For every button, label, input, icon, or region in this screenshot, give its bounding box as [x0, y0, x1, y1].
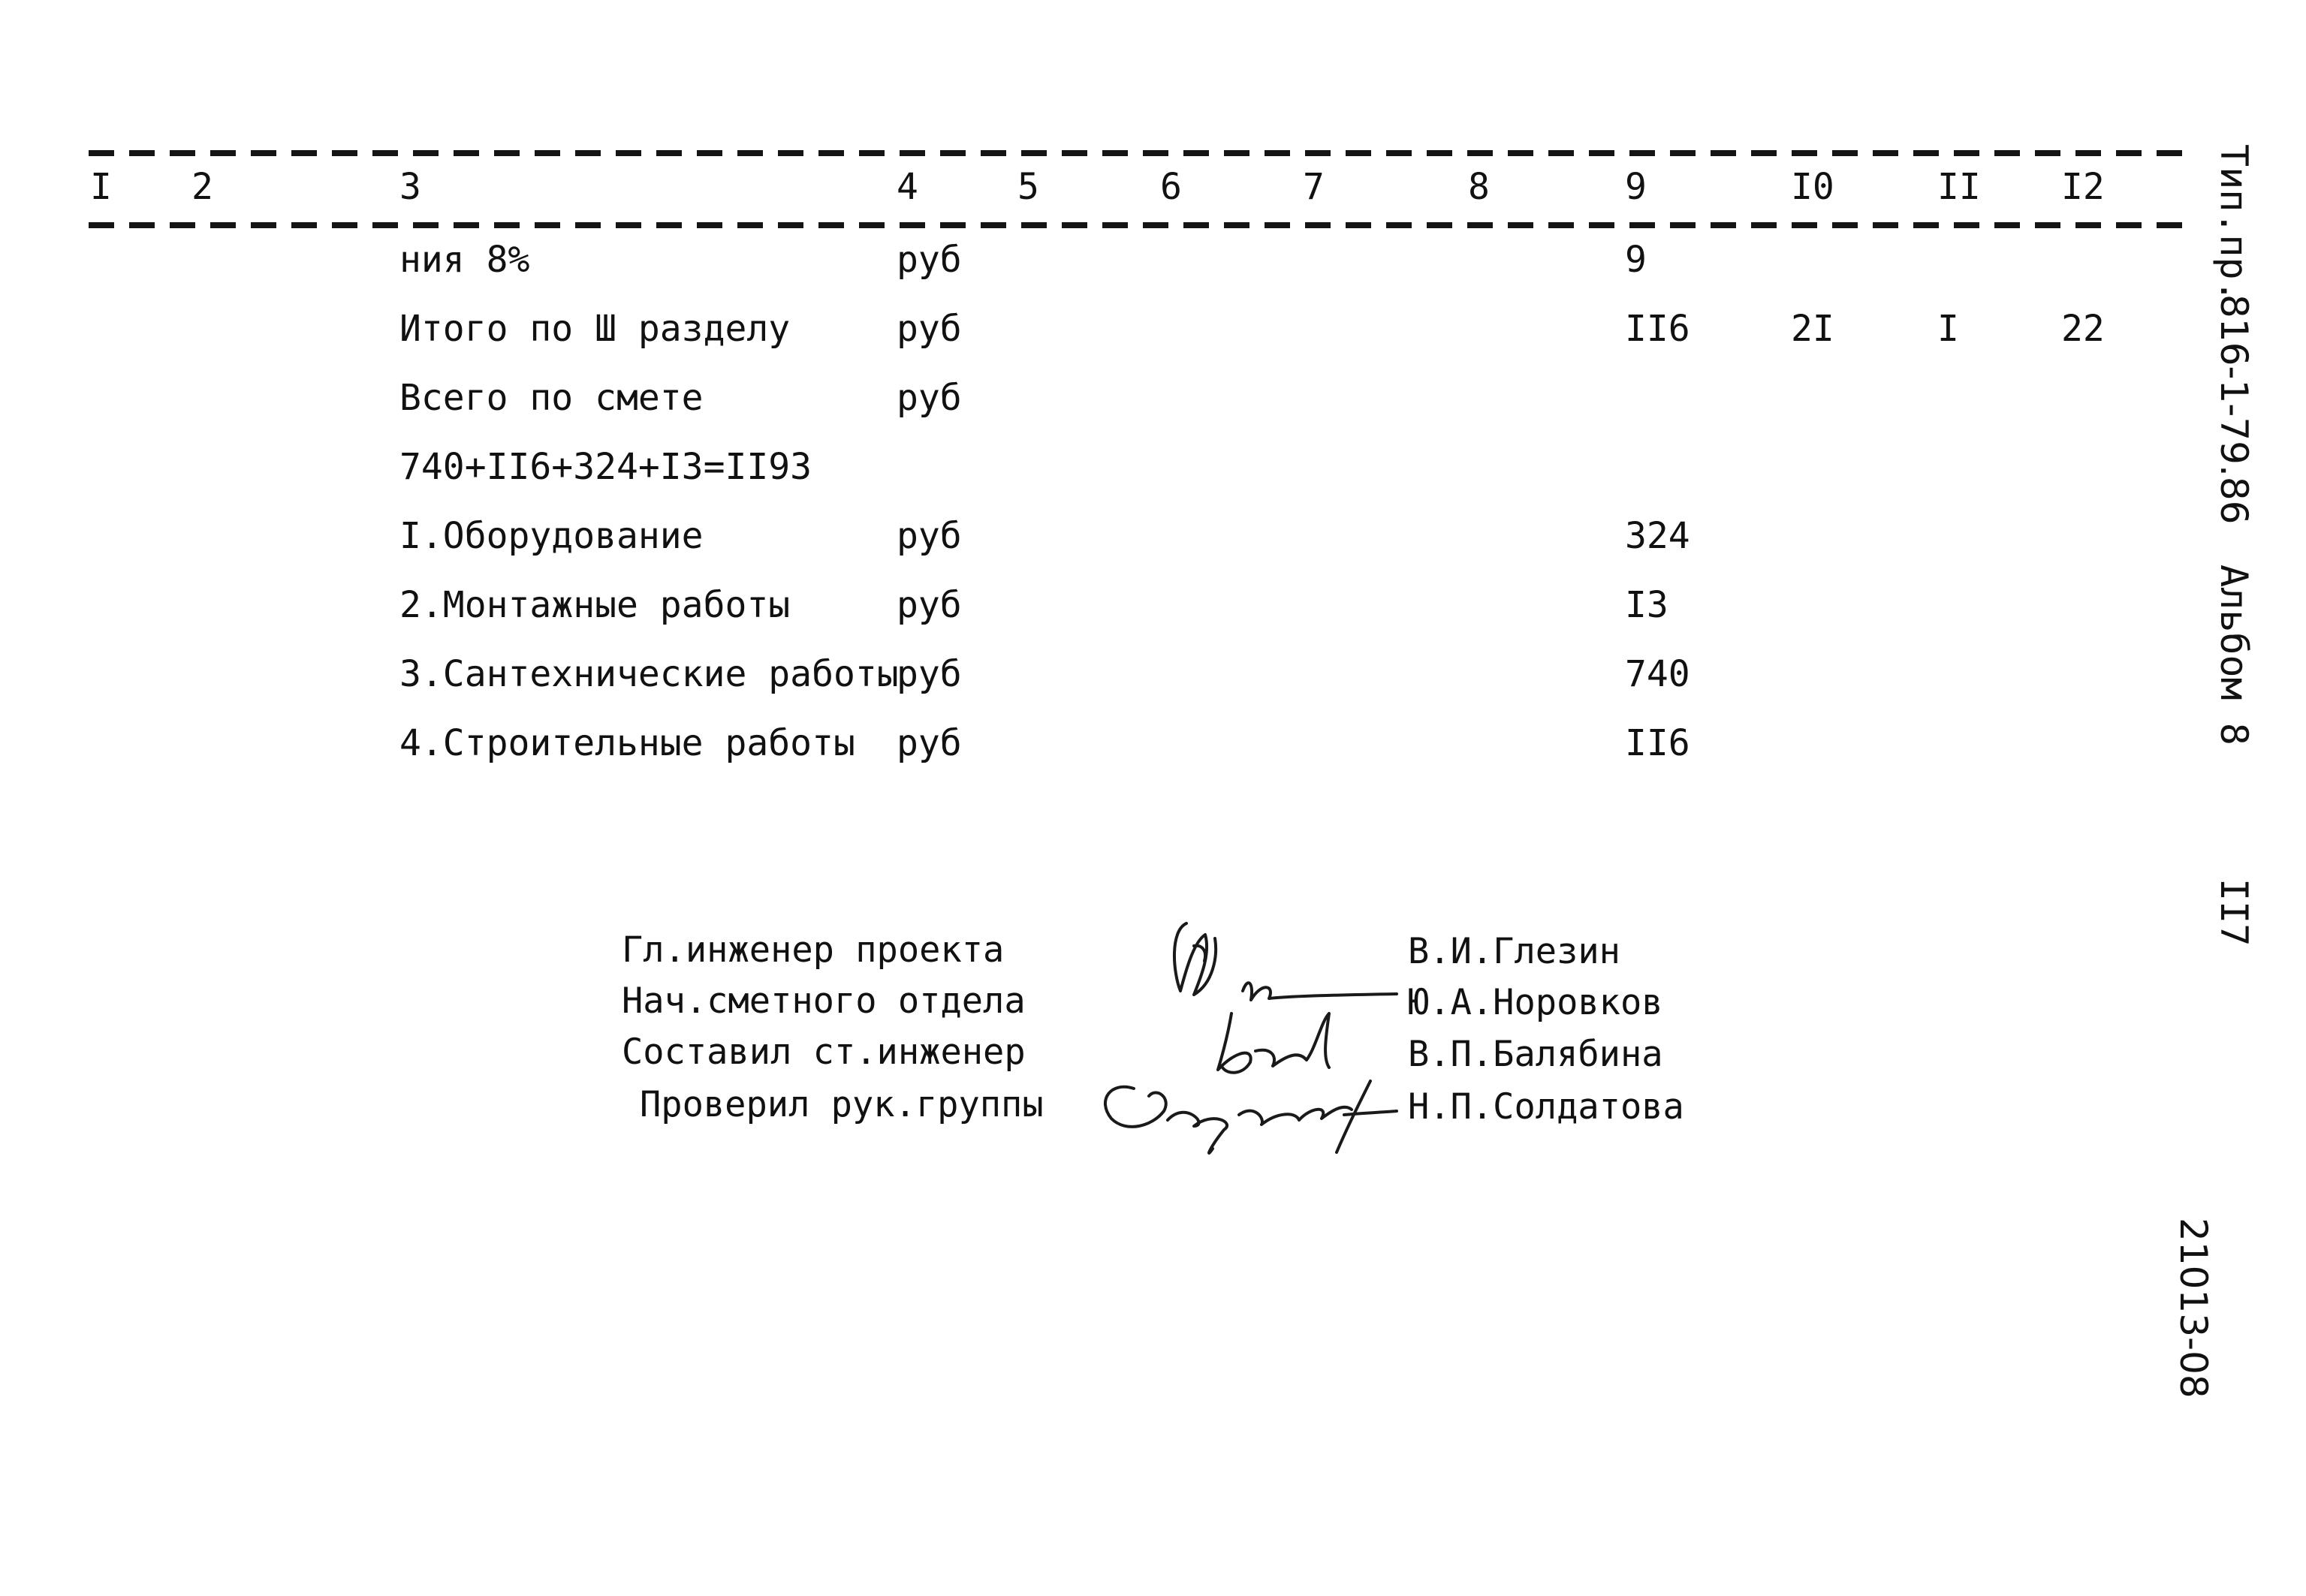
inventory-number: 21013-08 [2172, 1218, 2215, 1399]
page-number: II7 [2212, 878, 2256, 947]
row-unit: руб [897, 377, 962, 419]
signatory-name: Ю.А.Норовков [1408, 982, 1663, 1023]
row-name: 2.Монтажные работы [399, 584, 791, 626]
row-unit: руб [897, 722, 962, 764]
table-row [0, 377, 2306, 425]
handwritten-signatures [1081, 901, 1412, 1171]
col-header-5: 5 [1017, 166, 1039, 208]
table-row [0, 239, 2306, 287]
row-unit: руб [897, 515, 962, 557]
row-col9: 740 [1625, 653, 1690, 695]
row-col9: 324 [1625, 515, 1690, 557]
col-header-1: I [90, 166, 112, 208]
table-row [0, 308, 2306, 356]
col-header-9: 9 [1625, 166, 1647, 208]
row-unit: руб [897, 584, 962, 626]
row-col12: 22 [2061, 308, 2105, 350]
signatory-name: В.П.Балябина [1408, 1034, 1663, 1075]
col-header-8: 8 [1468, 166, 1490, 208]
row-name: 4.Строительные работы [399, 722, 855, 764]
signatory-name: В.И.Глезин [1408, 931, 1620, 972]
row-col9: II6 [1625, 722, 1690, 764]
row-col9: I3 [1625, 584, 1668, 626]
series-number: 816-1-79.86 [2212, 294, 2256, 525]
signatory-role: Составил ст.инженер [622, 1031, 1026, 1073]
col-header-11: II [1937, 166, 1981, 208]
header-rule-bottom [89, 222, 2191, 228]
row-name: 3.Сантехнические работы [399, 653, 899, 695]
col-header-2: 2 [191, 166, 213, 208]
header-rule-top [89, 150, 2191, 156]
row-name: I.Оборудование [399, 515, 704, 557]
signatory-name: Н.П.Солдатова [1408, 1086, 1684, 1128]
table-row [0, 722, 2306, 770]
row-col11: I [1937, 308, 1959, 350]
table-row [0, 653, 2306, 701]
row-name: Всего по смете [399, 377, 704, 419]
table-row [0, 584, 2306, 632]
signatory-role: Гл.инженер проекта [622, 929, 1005, 971]
row-unit: руб [897, 239, 962, 281]
signatory-role: Нач.сметного отдела [622, 980, 1026, 1022]
col-header-4: 4 [897, 166, 918, 208]
row-col9: II6 [1625, 308, 1690, 350]
row-unit: руб [897, 653, 962, 695]
table-row [0, 515, 2306, 563]
col-header-12: I2 [2061, 166, 2105, 208]
row-unit: руб [897, 308, 962, 350]
row-name: ния 8% [399, 239, 530, 281]
signatory-role: Проверил рук.группы [640, 1084, 1044, 1125]
table-row [0, 446, 2306, 494]
row-name: Итого по Ш разделу [399, 308, 791, 350]
col-header-10: I0 [1791, 166, 1834, 208]
col-header-7: 7 [1303, 166, 1325, 208]
col-header-6: 6 [1160, 166, 1182, 208]
row-name: 740+II6+324+I3=II93 [399, 446, 812, 488]
album-label: Альбом 8 [2212, 565, 2256, 745]
col-header-3: 3 [399, 166, 421, 208]
row-col9: 9 [1625, 239, 1647, 281]
series-label: Тип.пр. [2212, 144, 2256, 303]
row-col10: 2I [1791, 308, 1834, 350]
